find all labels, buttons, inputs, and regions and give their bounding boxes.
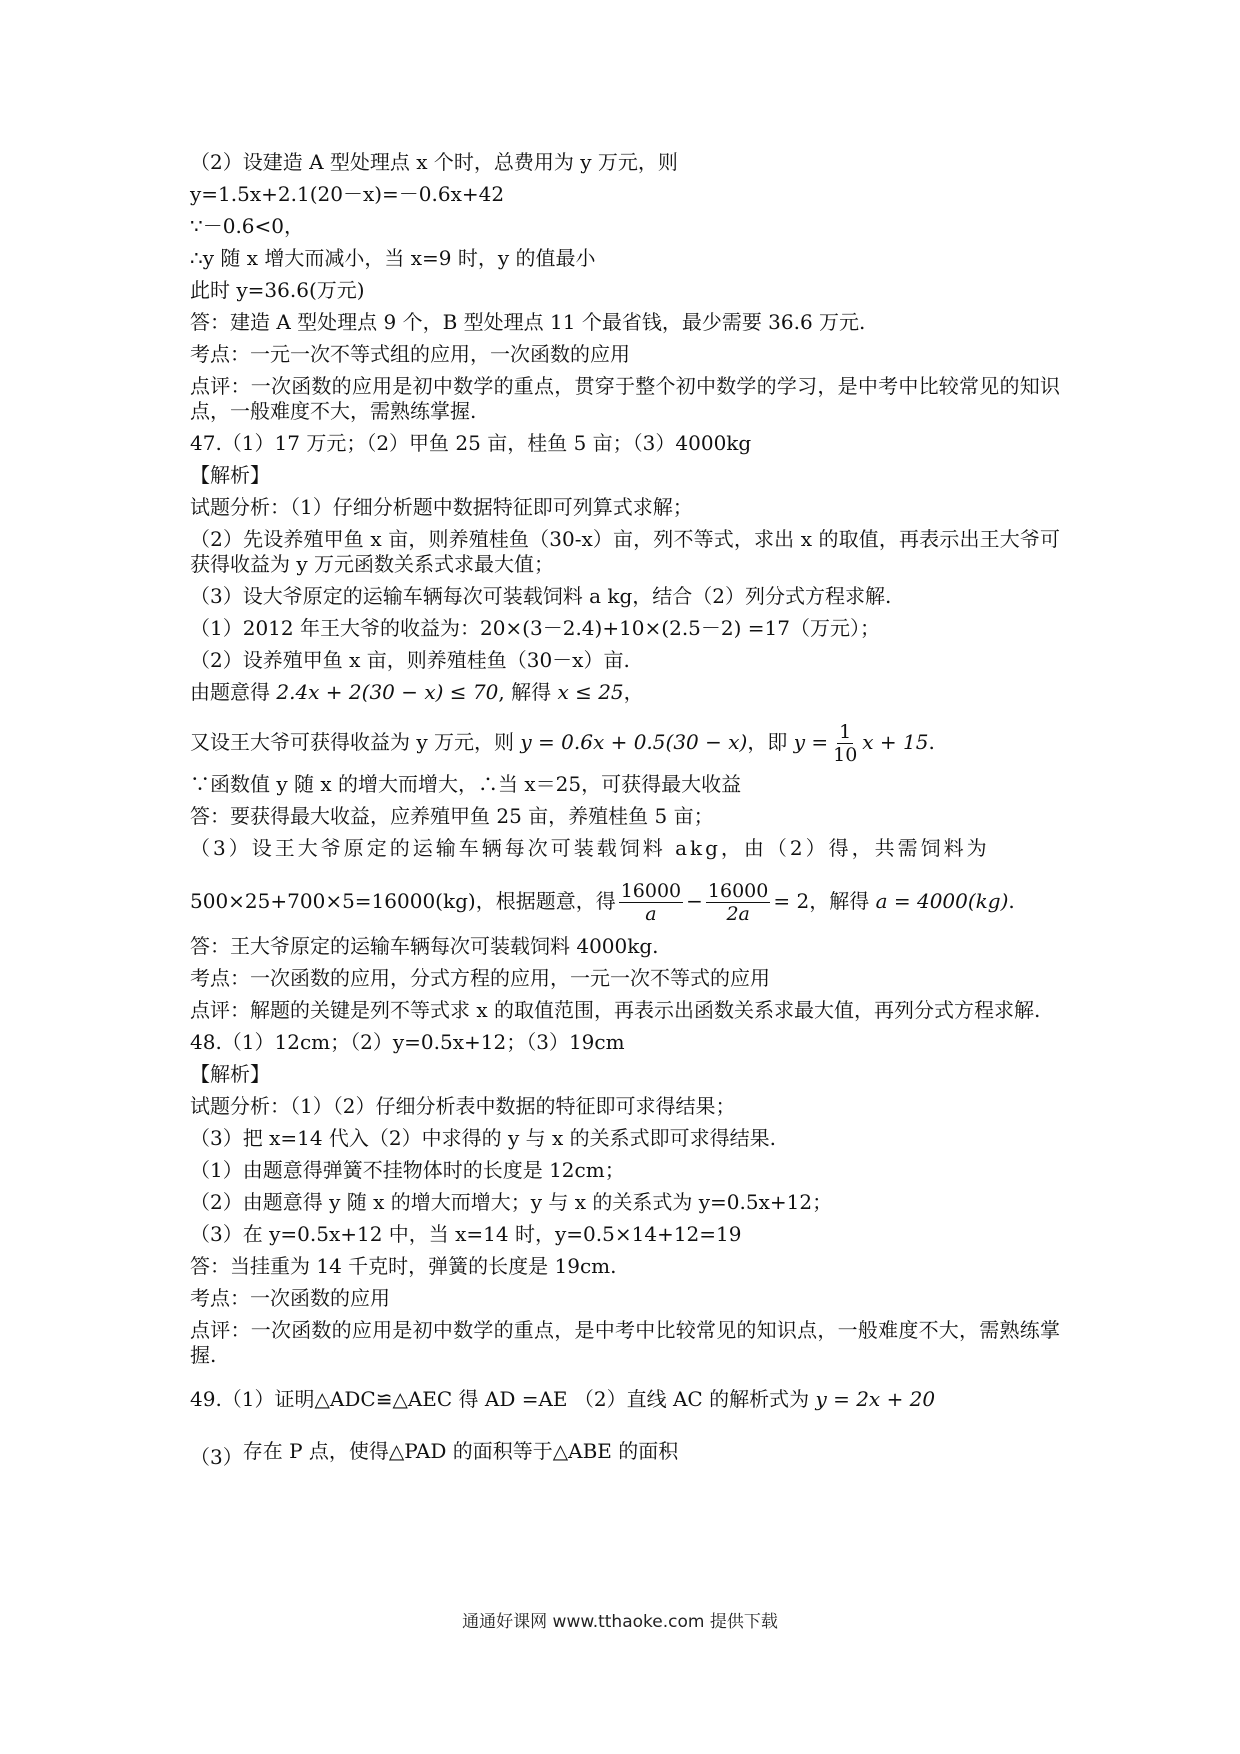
- q46-line-1: （2）设建造 A 型处理点 x 个时，总费用为 y 万元，则: [190, 150, 678, 174]
- q47-s4-function: y = 0.6x + 0.5(30 − x): [520, 730, 748, 754]
- page-footer: 通通好课网 www.tthaoke.com 提供下载: [462, 1612, 778, 1632]
- q47-s3-mid: , 解得: [498, 680, 558, 704]
- q48-solution-1: （1）由题意得弹簧不挂物体时的长度是 12cm；: [190, 1158, 625, 1182]
- q47-answer: 47.（1）17 万元；（2）甲鱼 25 亩，桂鱼 5 亩；（3）4000kg: [190, 431, 752, 455]
- q48-dianping: 点评：一次函数的应用是初中数学的重点，是中考中比较常见的知识点，一般难度不大，需熟练掌握.: [190, 1318, 1060, 1367]
- q47-s8-result: a = 4000(kg): [875, 889, 1009, 913]
- q46-line-6: 答：建造 A 型处理点 9 个，B 型处理点 11 个最省钱，最少需要 36.6 万元.: [190, 310, 866, 334]
- q47-solution-1: （1）2012 年王大爷的收益为：20×(3－2.4)+10×(2.5－2) =17（万元）；: [190, 616, 880, 640]
- q47-s8-end: .: [1008, 889, 1015, 913]
- q49-part3-text: 存在 P 点，使得△PAD 的面积等于△ABE 的面积: [242, 1439, 679, 1463]
- q47-s8-mid: ，解得: [809, 889, 876, 913]
- q47-analysis-1: 试题分析：（1）仔细分析题中数据特征即可列算式求解；: [190, 495, 693, 519]
- q49-line-equation: y = 2x + 20: [815, 1387, 936, 1411]
- spacer: [190, 1375, 1060, 1387]
- q47-solution-3: [190, 680, 1060, 712]
- q47-s4-end: .: [928, 730, 935, 754]
- q47-s8-prefix: 500×25+700×5=16000(kg)，根据题意，得: [190, 889, 616, 913]
- q48-answer: 48.（1）12cm；（2）y=0.5x+12；（3）19cm: [190, 1030, 625, 1054]
- q47-s8-denominator-1: a: [645, 903, 657, 925]
- q49-line-2: [190, 1431, 1060, 1471]
- q48-solution-3: （3）在 y=0.5x+12 中，当 x=14 时，y=0.5×14+12=19: [190, 1222, 742, 1246]
- q49-part3-label: （3）: [190, 1445, 243, 1469]
- q48-solution-2: （2）由题意得 y 随 x 的增大而增大；y 与 x 的关系式为 y=0.5x+12；: [190, 1190, 833, 1214]
- q46-line-4: ∴y 随 x 增大而减小，当 x=9 时，y 的值最小: [190, 246, 596, 270]
- q48-analysis-1: 试题分析：（1）（2）仔细分析表中数据的特征即可求得结果；: [190, 1094, 736, 1118]
- q48-solution-4: 答：当挂重为 14 千克时，弹簧的长度是 19cm.: [190, 1254, 617, 1278]
- q47-analysis-2: （2）先设养殖甲鱼 x 亩，则养殖桂鱼（30-x）亩，列不等式，求出 x 的取值，再表示出王大爷可获得收益为 y 万元函数关系式求最大值；: [190, 527, 1060, 576]
- q47-solution-8: [190, 868, 1060, 934]
- q47-s8-denominator-2: 2a: [726, 903, 750, 925]
- q47-solution-2: （2）设养殖甲鱼 x 亩，则养殖桂鱼（30－x）亩.: [190, 648, 630, 672]
- q47-s4-fraction: [831, 721, 859, 766]
- q47-s4-y: y =: [793, 730, 829, 754]
- q47-solution-5: ∵函数值 y 随 x 的增大而增大，∴当 x＝25，可获得最大收益: [190, 772, 742, 796]
- page-content: [190, 150, 1060, 1471]
- q47-solution-9: 答：王大爷原定的运输车辆每次可装载饲料 4000kg.: [190, 934, 659, 958]
- q47-s3-end: ，: [623, 680, 644, 704]
- q46-line-3: ∵－0.6<0，: [190, 214, 305, 238]
- q47-solution-7: （3）设王大爷原定的运输车辆每次可装载饲料 akg，由（2）得，共需饲料为: [190, 836, 990, 860]
- q47-s8-fraction-1: [619, 880, 683, 925]
- q48-analysis-2: （3）把 x=14 代入（2）中求得的 y 与 x 的关系式即可求得结果.: [190, 1126, 777, 1150]
- q47-s4-mid: ，即: [747, 730, 794, 754]
- q47-s3-prefix: 由题意得: [190, 680, 277, 704]
- q46-kaodian: 考点：一元一次不等式组的应用，一次函数的应用: [190, 342, 630, 366]
- q46-line-2: y=1.5x+2.1(20－x)=－0.6x+42: [190, 182, 505, 206]
- q47-s8-numerator-2: 16000: [707, 880, 769, 902]
- q46-dianping: 点评：一次函数的应用是初中数学的重点，贯穿于整个初中数学的学习，是中考中比较常见的知识点，一般难度不大，需熟练掌握.: [190, 374, 1060, 423]
- q47-jiexi-heading: 【解析】: [190, 463, 270, 487]
- q47-s4-numerator: 1: [839, 721, 852, 743]
- q47-s8-numerator-1: 16000: [620, 880, 682, 902]
- q48-jiexi-heading: 【解析】: [190, 1062, 270, 1086]
- q47-analysis-3: （3）设大爷原定的运输车辆每次可装载饲料 a kg，结合（2）列分式方程求解.: [190, 584, 892, 608]
- q47-kaodian: 考点：一次函数的应用，分式方程的应用，一元一次不等式的应用: [190, 966, 770, 990]
- q47-s4-tail: x + 15: [862, 730, 929, 754]
- q47-solution-6: 答：要获得最大收益，应养殖甲鱼 25 亩，养殖桂鱼 5 亩；: [190, 804, 714, 828]
- q48-kaodian: 考点：一次函数的应用: [190, 1286, 390, 1310]
- q47-solution-4: [190, 712, 1060, 772]
- q47-s8-fraction-2: [706, 880, 770, 925]
- q47-s8-minus: −: [686, 889, 703, 913]
- q47-s3-inequality: 2.4x + 2(30 − x) ≤ 70: [276, 680, 499, 704]
- q47-s3-result: x ≤ 25: [557, 680, 624, 704]
- q49-prefix: 49.（1）证明△ADC≌△AEC 得 AD =AE （2）直线 AC 的解析式为: [190, 1387, 816, 1411]
- q47-s4-prefix: 又设王大爷可获得收益为 y 万元，则: [190, 730, 521, 754]
- spacer: [190, 1419, 1060, 1431]
- q49-line-1: [190, 1387, 1060, 1419]
- q47-s4-denominator: 10: [833, 744, 858, 766]
- q46-line-5: 此时 y=36.6(万元): [190, 278, 365, 302]
- q47-s8-equals: = 2: [773, 889, 810, 913]
- q47-dianping: 点评：解题的关键是列不等式求 x 的取值范围，再表示出函数关系求最大值，再列分式方程求解.: [190, 998, 1041, 1022]
